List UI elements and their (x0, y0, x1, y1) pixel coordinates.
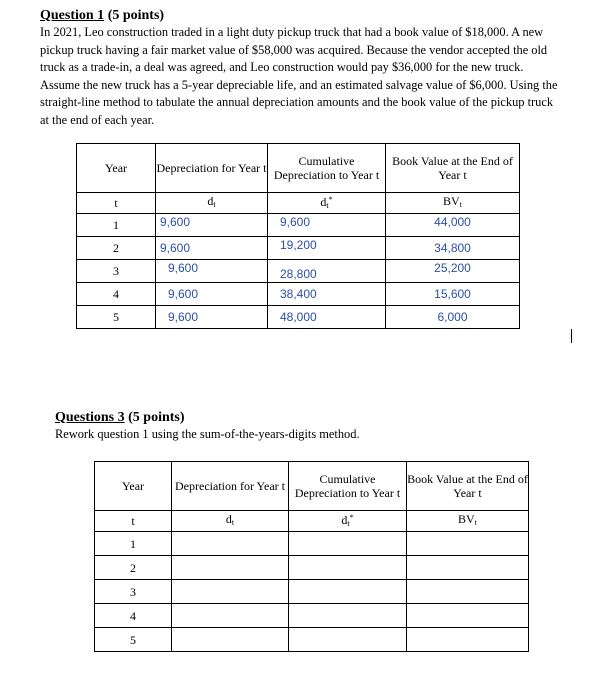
cumulative-cell: 28,800 (268, 263, 386, 286)
book-value-input-cell[interactable] (407, 628, 529, 652)
symbol-bvt: $BV_t$ (386, 193, 520, 214)
table-row (77, 283, 520, 306)
cumulative-input-cell[interactable] (289, 532, 407, 556)
depreciation-cell: 9,600 (156, 237, 268, 260)
symbol-dt: $d_t$ (156, 193, 268, 214)
question1-title (40, 8, 164, 24)
header-depreciation: Depreciation for Year t (172, 462, 289, 511)
table-row (95, 628, 529, 652)
depreciation-input-cell[interactable] (172, 604, 289, 628)
table-row (95, 556, 529, 580)
question1-number: Question 1 (40, 8, 105, 23)
book-value-cell: 15,600 (386, 283, 520, 306)
book-value-input-cell[interactable] (407, 532, 529, 556)
depreciation-cell: 9,600 (156, 211, 268, 234)
book-value-cell: 25,200 (386, 257, 520, 280)
book-value-cell: 34,800 (386, 237, 520, 260)
question3-title (55, 410, 185, 426)
header-cumulative: Cumulative Depreciation to Year t (289, 462, 407, 511)
header-year: Year (77, 144, 156, 193)
depreciation-input-cell[interactable] (172, 628, 289, 652)
depreciation-input-cell[interactable] (172, 532, 289, 556)
depreciation-cell: 9,600 (156, 257, 268, 280)
book-value-input-cell[interactable] (407, 556, 529, 580)
symbol-bvt: $BV_t$ (407, 511, 529, 532)
symbol-dt-star: $d_t^*$ (289, 511, 407, 532)
cumulative-input-cell[interactable] (289, 580, 407, 604)
book-value-input-cell[interactable] (407, 580, 529, 604)
cumulative-cell: 38,400 (268, 283, 386, 306)
table1-straight-line (76, 143, 520, 329)
symbol-dt-star: $d_t^*$ (268, 193, 386, 214)
cumulative-cell: 48,000 (268, 306, 386, 329)
question1-points: (5 points) (104, 8, 165, 23)
year-cell: 4 (77, 283, 156, 306)
header-cumulative: Cumulative Depreciation to Year t (268, 144, 386, 193)
table-row (77, 260, 520, 283)
cumulative-cell: 19,200 (268, 234, 386, 257)
header-book-value: Book Value at the End of Year t (386, 144, 520, 193)
year-cell: 3 (95, 580, 172, 604)
depreciation-input-cell[interactable] (172, 580, 289, 604)
question1-text: In 2021, Leo construction traded in a light duty pickup truck that had a book value of $18,000. A new pickup truck having a fair market value of $58,000 was acquired. Because the vendor accepted the old truck as a trade-in, a deal was agreed, and Leo construction would pay $36,000 for the new truck. Assume the new truck has a 5-year depreciable life, and an estimated salvage value of $6,000. Using the straight-line method to tabulate the annual depreciation amounts and the book value of the pickup truck at the end of each year. (40, 25, 558, 127)
year-cell: 3 (77, 260, 156, 283)
depreciation-cell: 9,600 (156, 306, 268, 329)
header-depreciation: Depreciation for Year t (156, 144, 268, 193)
table2-sum-of-years-digits (94, 461, 529, 652)
header-book-value: Book Value at the End of Year t (407, 462, 529, 511)
cumulative-input-cell[interactable] (289, 628, 407, 652)
book-value-cell: 6,000 (386, 306, 520, 329)
symbol-dt: $d_t$ (172, 511, 289, 532)
cumulative-input-cell[interactable] (289, 604, 407, 628)
text-cursor (571, 329, 572, 343)
year-cell: 5 (95, 628, 172, 652)
symbol-t: t (77, 193, 156, 214)
table-row (95, 532, 529, 556)
year-cell: 1 (95, 532, 172, 556)
table-row (77, 306, 520, 329)
question3-number: Questions 3 (55, 410, 125, 425)
header-year: Year (95, 462, 172, 511)
year-cell: 1 (77, 214, 156, 237)
depreciation-cell: 9,600 (156, 283, 268, 306)
table-row (95, 580, 529, 604)
question3-text: Rework question 1 using the sum-of-the-years-digits method. (55, 427, 360, 441)
year-cell: 5 (77, 306, 156, 329)
question3-points: (5 points) (124, 410, 185, 425)
year-cell: 2 (77, 237, 156, 260)
symbol-t: t (95, 511, 172, 532)
depreciation-input-cell[interactable] (172, 556, 289, 580)
year-cell: 2 (95, 556, 172, 580)
book-value-input-cell[interactable] (407, 604, 529, 628)
table-row (95, 604, 529, 628)
year-cell: 4 (95, 604, 172, 628)
book-value-cell: 44,000 (386, 211, 520, 234)
cumulative-input-cell[interactable] (289, 556, 407, 580)
cumulative-cell: 9,600 (268, 211, 386, 234)
